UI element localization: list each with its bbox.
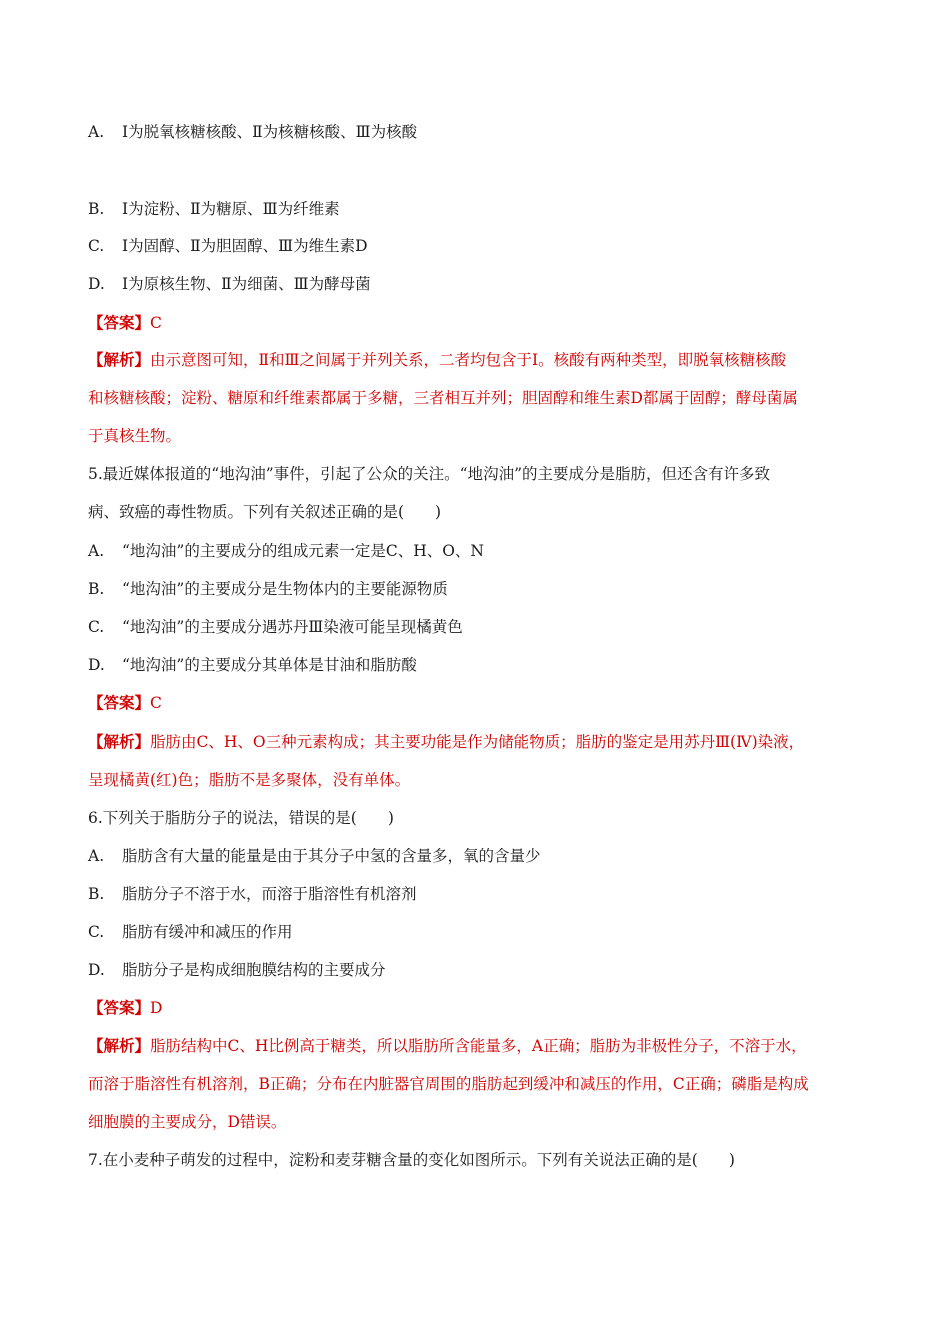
- q4-answer: [88, 312, 162, 334]
- answer-value: C: [150, 694, 162, 712]
- q6-analysis-line-1: [88, 1035, 807, 1057]
- option-text: 脂肪分子是构成细胞膜结构的主要成分: [122, 961, 386, 979]
- q6-option-c: [88, 921, 293, 943]
- option-letter: C.: [88, 237, 105, 255]
- q4-option-d: [88, 273, 371, 295]
- option-letter: A.: [88, 847, 105, 865]
- option-text: “地沟油”的主要成分的组成元素一定是C、H、O、N: [122, 542, 484, 560]
- option-letter: B.: [88, 200, 105, 218]
- answer-tag: 【答案】: [88, 313, 151, 332]
- analysis-tag: 【解析】: [88, 350, 151, 369]
- analysis-text: 脂肪结构中C、H比例高于糖类，所以脂肪所含能量多，A正确；脂肪为非极性分子，不溶于水，: [150, 1037, 807, 1055]
- option-letter: D.: [88, 656, 105, 674]
- q5-option-a: [88, 540, 484, 562]
- q4-analysis-line-1: [88, 349, 786, 371]
- option-text: 脂肪分子不溶于水，而溶于脂溶性有机溶剂: [122, 885, 417, 903]
- option-letter: B.: [88, 885, 105, 903]
- q6-option-d: [88, 959, 386, 981]
- analysis-tag: 【解析】: [88, 732, 151, 751]
- q6-analysis-line-2: 而溶于脂溶性有机溶剂，B正确；分布在内脏器官周围的脂肪起到缓冲和减压的作用，C正确；磷脂是构成: [88, 1075, 809, 1093]
- option-letter: C.: [88, 923, 105, 941]
- answer-value: C: [150, 314, 162, 332]
- option-letter: A.: [88, 542, 105, 560]
- option-text: 脂肪含有大量的能量是由于其分子中氢的含量多，氧的含量少: [122, 847, 541, 865]
- q4-option-a: [88, 121, 417, 143]
- analysis-text: 由示意图可知，Ⅱ和Ⅲ之间属于并列关系，二者均包含于Ⅰ。核酸有两种类型，即脱氧核糖核酸: [150, 351, 787, 369]
- q5-option-b: [88, 578, 448, 600]
- q5-analysis-line-2: 呈现橘黄(红)色；脂肪不是多聚体，没有单体。: [88, 771, 411, 789]
- q6-answer: [88, 997, 162, 1019]
- answer-tag: 【答案】: [88, 693, 151, 712]
- q5-option-c: [88, 616, 463, 638]
- q5-option-d: [88, 654, 417, 676]
- option-text: “地沟油”的主要成分遇苏丹Ⅲ染液可能呈现橘黄色: [122, 618, 463, 636]
- q5-stem-line-1: 5.最近媒体报道的“地沟油”事件，引起了公众的关注。“地沟油”的主要成分是脂肪，但还含有许多致: [88, 465, 770, 483]
- q5-analysis-line-1: [88, 731, 804, 753]
- option-letter: D.: [88, 961, 105, 979]
- q6-option-a: [88, 845, 541, 867]
- option-letter: D.: [88, 275, 105, 293]
- q4-option-b: [88, 198, 340, 220]
- option-text: Ⅰ为固醇、Ⅱ为胆固醇、Ⅲ为维生素D: [122, 237, 368, 255]
- q5-answer: [88, 692, 162, 714]
- q4-analysis-line-3: 于真核生物。: [88, 427, 182, 445]
- q7-stem-line-1: 7.在小麦种子萌发的过程中，淀粉和麦芽糖含量的变化如图所示。下列有关说法正确的是( ): [88, 1151, 735, 1169]
- analysis-tag: 【解析】: [88, 1036, 151, 1055]
- option-text: “地沟油”的主要成分是生物体内的主要能源物质: [122, 580, 448, 598]
- q6-stem-line-1: 6.下列关于脂肪分子的说法，错误的是( ): [88, 809, 394, 827]
- option-letter: B.: [88, 580, 105, 598]
- option-letter: C.: [88, 618, 105, 636]
- option-text: “地沟油”的主要成分其单体是甘油和脂肪酸: [122, 656, 417, 674]
- option-letter: A.: [88, 123, 105, 141]
- option-text: Ⅰ为原核生物、Ⅱ为细菌、Ⅲ为酵母菌: [122, 275, 371, 293]
- option-text: Ⅰ为脱氧核糖核酸、Ⅱ为核糖核酸、Ⅲ为核酸: [122, 123, 418, 141]
- option-text: 脂肪有缓冲和减压的作用: [122, 923, 293, 941]
- q6-analysis-line-3: 细胞膜的主要成分，D错误。: [88, 1113, 287, 1131]
- answer-tag: 【答案】: [88, 998, 151, 1017]
- q5-stem-line-2: 病、致癌的毒性物质。下列有关叙述正确的是( ): [88, 503, 442, 521]
- q4-option-c: [88, 235, 368, 257]
- q4-analysis-line-2: 和核糖核酸；淀粉、糖原和纤维素都属于多糖，三者相互并列；胆固醇和维生素D都属于固醇；酵母菌属: [88, 389, 798, 407]
- answer-value: D: [150, 999, 163, 1017]
- option-text: Ⅰ为淀粉、Ⅱ为糖原、Ⅲ为纤维素: [122, 200, 340, 218]
- analysis-text: 脂肪由C、H、O三种元素构成；其主要功能是作为储能物质；脂肪的鉴定是用苏丹Ⅲ(Ⅳ)染液，: [150, 733, 805, 751]
- q6-option-b: [88, 883, 417, 905]
